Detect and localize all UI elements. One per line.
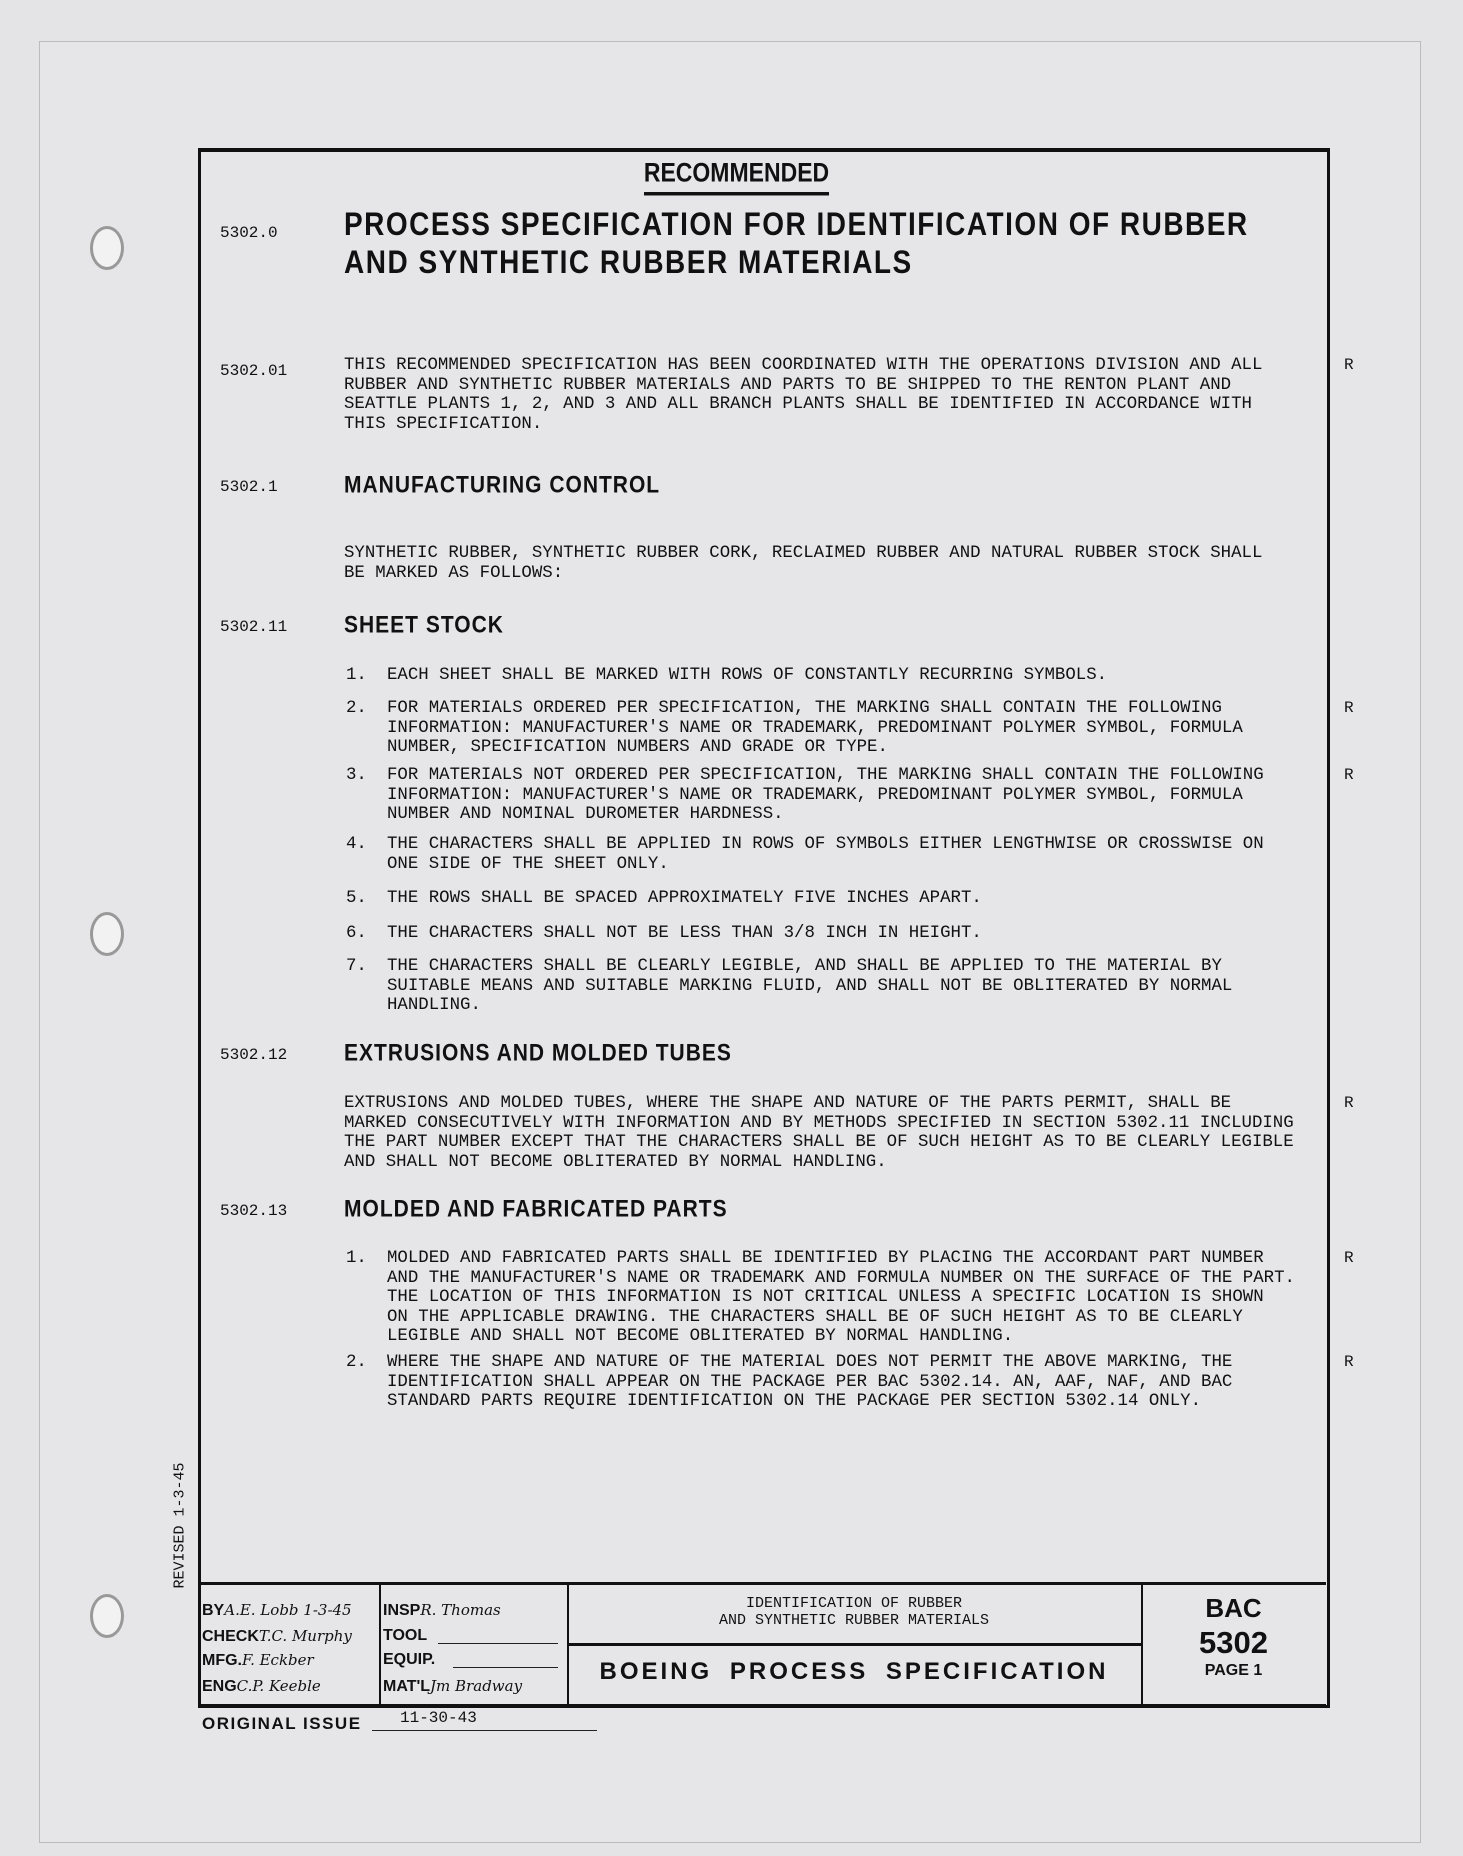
item-number: 5. <box>346 889 367 908</box>
page-number: PAGE 1 <box>1204 1662 1263 1679</box>
section-number: 5302.01 <box>220 362 288 380</box>
section-heading: MOLDED AND FABRICATED PARTS <box>344 1196 728 1223</box>
punch-hole <box>90 912 124 956</box>
original-issue-label: ORIGINAL ISSUE <box>202 1714 362 1733</box>
insp-signature: R. Thomas <box>420 1601 501 1619</box>
tool-line <box>438 1643 558 1644</box>
revision-mark: R <box>1344 356 1354 374</box>
section-text: EXTRUSIONS AND MOLDED TUBES, WHERE THE SHAPE AND NATURE OF THE PARTS PERMIT, SHALL BE MARKED CONSECUTIVELY WITH INFORMATION AND BY METHODS SPECIFIED IN SECTION 5302.11 INCLUDING THE PART NUMBER EXCEPT THAT THE CHARACTERS SHALL BE OF SUCH HEIGHT AS TO BE CLEARLY LEGIBLE AND SHALL NOT BECOME OBLITERATED BY NORMAL HANDLING. <box>344 1094 1294 1172</box>
doc-prefix: BAC <box>1205 1593 1262 1623</box>
revision-mark: R <box>1344 1249 1354 1267</box>
tool-label: TOOL <box>383 1627 428 1644</box>
item-text: FOR MATERIALS NOT ORDERED PER SPECIFICATION, THE MARKING SHALL CONTAIN THE FOLLOWING INFORMATION: MANUFACTURER'S NAME OR TRADEMARK, PREDOMINANT POLYMER SYMBOL, FORMULA NUMBER AND NOMINAL DUROMETER HARDNESS. <box>387 766 1264 824</box>
section-number: 5302.12 <box>220 1046 288 1064</box>
item-text: THE ROWS SHALL BE SPACED APPROXIMATELY FIVE INCHES APART. <box>387 889 982 908</box>
section-heading: SHEET STOCK <box>344 612 504 639</box>
section-number: 5302.13 <box>220 1202 288 1220</box>
document-title-line1: PROCESS SPECIFICATION FOR IDENTIFICATION OF RUBBER <box>344 206 1249 242</box>
revised-stamp: REVISED 1-3-45 <box>171 1462 189 1589</box>
item-number: 1. <box>346 666 367 685</box>
section-text: SYNTHETIC RUBBER, SYNTHETIC RUBBER CORK, RECLAIMED RUBBER AND NATURAL RUBBER STOCK SHALL BE MARKED AS FOLLOWS: <box>344 544 1263 583</box>
item-number: 3. <box>346 766 367 785</box>
revision-mark: R <box>1344 699 1354 717</box>
document-title-line2: AND SYNTHETIC RUBBER MATERIALS <box>344 244 913 280</box>
subject-line1: IDENTIFICATION OF RUBBER <box>745 1595 963 1612</box>
section-text: THIS RECOMMENDED SPECIFICATION HAS BEEN COORDINATED WITH THE OPERATIONS DIVISION AND ALL RUBBER AND SYNTHETIC RUBBER MATERIALS AND PARTS TO BE SHIPPED TO THE RENTON PLANT AND SEATTLE PLANTS 1, 2, AND 3 AND ALL BRANCH PLANTS SHALL BE IDENTIFIED IN ACCORDANCE WITH THIS SPECIFICATION. <box>344 356 1263 434</box>
original-issue-date: 11-30-43 <box>400 1709 477 1727</box>
section-number: 5302.1 <box>220 478 278 496</box>
equip-line <box>453 1667 558 1668</box>
item-text: MOLDED AND FABRICATED PARTS SHALL BE IDENTIFIED BY PLACING THE ACCORDANT PART NUMBER AND THE MANUFACTURER'S NAME OR TRADEMARK AND FORMULA NUMBER ON THE SURFACE OF THE PART. THE LOCATION OF THIS INFORMATION IS NOT CRITICAL UNLESS A SPECIFIC LOCATION IS SHOWN ON THE APPLICABLE DRAWING. THE CHARACTERS SHALL BE OF SUCH HEIGHT AS TO BE CLEARLY LEGIBLE AND SHALL NOT BECOME OBLITERATED BY NORMAL HANDLING. <box>387 1249 1295 1346</box>
doc-number: 5302 <box>1199 1625 1268 1660</box>
item-number: 7. <box>346 957 367 976</box>
original-issue-line <box>372 1730 597 1731</box>
mfg-label: MFG. <box>202 1652 242 1669</box>
insp-label: INSP <box>383 1602 421 1619</box>
recommended-banner: RECOMMENDED <box>0 160 1463 193</box>
title-block <box>198 1582 1326 1707</box>
mfg-signature: F. Eckber <box>242 1651 314 1669</box>
item-text: THE CHARACTERS SHALL BE CLEARLY LEGIBLE, AND SHALL BE APPLIED TO THE MATERIAL BY SUITABLE MEANS AND SUITABLE MARKING FLUID, AND SHALL NOT BE OBLITERATED BY NORMAL HANDLING. <box>387 957 1233 1015</box>
item-number: 2. <box>346 1353 367 1372</box>
revision-mark: R <box>1344 1353 1354 1371</box>
punch-hole <box>90 1594 124 1638</box>
item-number: 2. <box>346 699 367 718</box>
by-label: BY <box>202 1602 225 1619</box>
eng-label: ENG <box>202 1678 237 1695</box>
by-signature: A.E. Lobb 1-3-45 <box>224 1601 352 1619</box>
revision-mark: R <box>1344 1094 1354 1112</box>
item-number: 4. <box>346 835 367 854</box>
mat-label: MAT'L <box>383 1678 431 1695</box>
item-number: 6. <box>346 924 367 943</box>
check-signature: T.C. Murphy <box>258 1627 352 1645</box>
equip-label: EQUIP. <box>383 1651 436 1668</box>
item-text: FOR MATERIALS ORDERED PER SPECIFICATION, THE MARKING SHALL CONTAIN THE FOLLOWING INFORMATION: MANUFACTURER'S NAME OR TRADEMARK, PREDOMINANT POLYMER SYMBOL, FORMULA NUMBER, SPECIFICATION NUMBERS AND GRADE OR TYPE. <box>387 699 1243 757</box>
subject-line2: AND SYNTHETIC RUBBER MATERIALS <box>718 1612 990 1629</box>
item-text: THE CHARACTERS SHALL BE APPLIED IN ROWS OF SYMBOLS EITHER LENGTHWISE OR CROSSWISE ON ONE SIDE OF THE SHEET ONLY. <box>387 835 1264 874</box>
item-number: 1. <box>346 1249 367 1268</box>
item-text: WHERE THE SHAPE AND NATURE OF THE MATERIAL DOES NOT PERMIT THE ABOVE MARKING, THE IDENTIFICATION SHALL APPEAR ON THE PACKAGE PER BAC 5302.14. AN, AAF, NAF, AND BAC STANDARD PARTS REQUIRE IDENTIFICATION ON THE PACKAGE PER SECTION 5302.14 ONLY. <box>387 1353 1233 1411</box>
section-number: 5302.11 <box>220 618 288 636</box>
check-label: CHECK <box>202 1628 259 1645</box>
divider <box>567 1643 1141 1646</box>
punch-hole <box>90 226 124 270</box>
eng-signature: C.P. Keeble <box>236 1677 321 1695</box>
item-text: EACH SHEET SHALL BE MARKED WITH ROWS OF CONSTANTLY RECURRING SYMBOLS. <box>387 666 1108 685</box>
section-heading: EXTRUSIONS AND MOLDED TUBES <box>344 1040 732 1067</box>
item-text: THE CHARACTERS SHALL NOT BE LESS THAN 3/8 INCH IN HEIGHT. <box>387 924 982 943</box>
revision-mark: R <box>1344 766 1354 784</box>
section-number: 5302.0 <box>220 224 278 242</box>
section-heading: MANUFACTURING CONTROL <box>344 472 661 499</box>
mat-signature: Jm Bradway <box>430 1677 523 1695</box>
divider <box>379 1585 381 1704</box>
organization-title: BOEING PROCESS SPECIFICATION <box>599 1658 1109 1685</box>
